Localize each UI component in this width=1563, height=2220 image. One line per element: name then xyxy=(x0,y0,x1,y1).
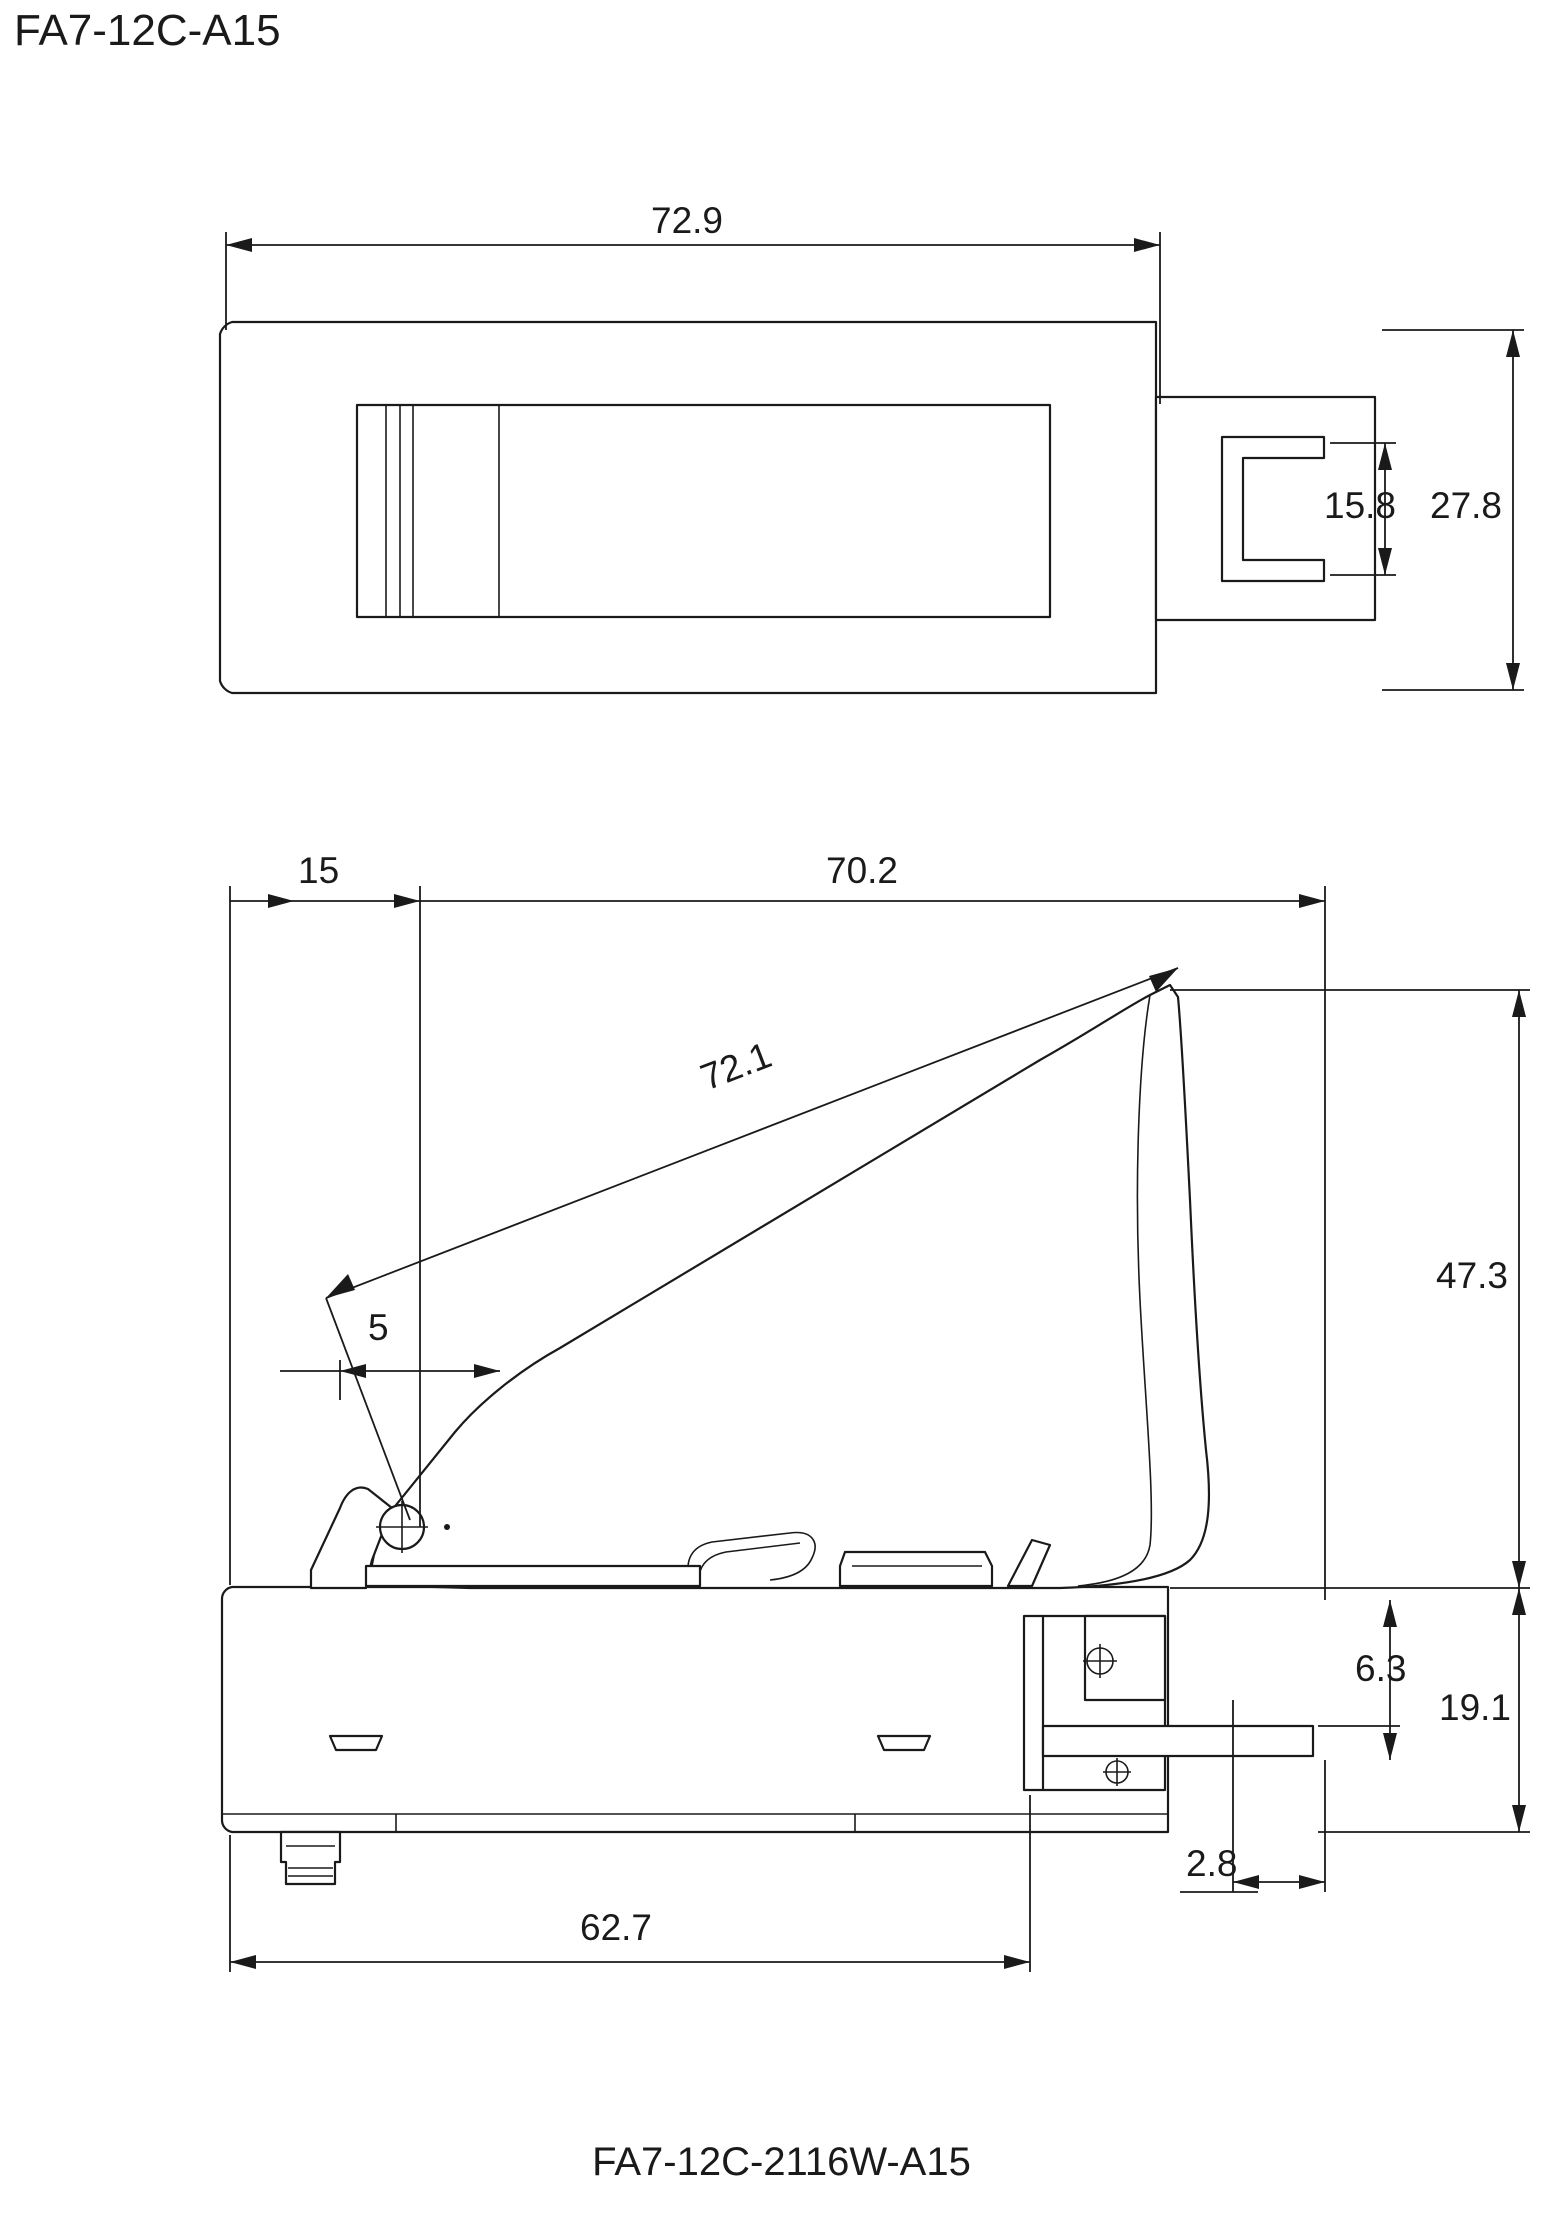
dimension-label-72-1: 72.1 xyxy=(695,1034,777,1099)
dimension-label-47-3: 47.3 xyxy=(1436,1255,1509,1296)
dimension-label-70-2: 70.2 xyxy=(826,850,899,891)
dimension-label-2-8: 2.8 xyxy=(1186,1843,1238,1884)
dimension-label-27-8: 27.8 xyxy=(1430,485,1503,526)
dimension-label-19-1: 19.1 xyxy=(1439,1687,1512,1728)
dimension-label-15: 15 xyxy=(298,850,340,891)
top-view-geometry xyxy=(220,322,1375,693)
side-view-geometry xyxy=(222,985,1313,1884)
dimension-label-5: 5 xyxy=(368,1307,389,1348)
dimension-label-6-3: 6.3 xyxy=(1355,1648,1407,1689)
part-number-caption: FA7-12C-2116W-A15 xyxy=(592,2140,971,2184)
page-title: FA7-12C-A15 xyxy=(14,6,281,55)
dimension-label-72-9: 72.9 xyxy=(651,200,724,241)
dimension-label-15-8: 15.8 xyxy=(1324,485,1397,526)
dimension-5 xyxy=(280,1360,500,1400)
dimension-label-62-7: 62.7 xyxy=(580,1907,653,1948)
dimension-15 xyxy=(230,886,420,1585)
